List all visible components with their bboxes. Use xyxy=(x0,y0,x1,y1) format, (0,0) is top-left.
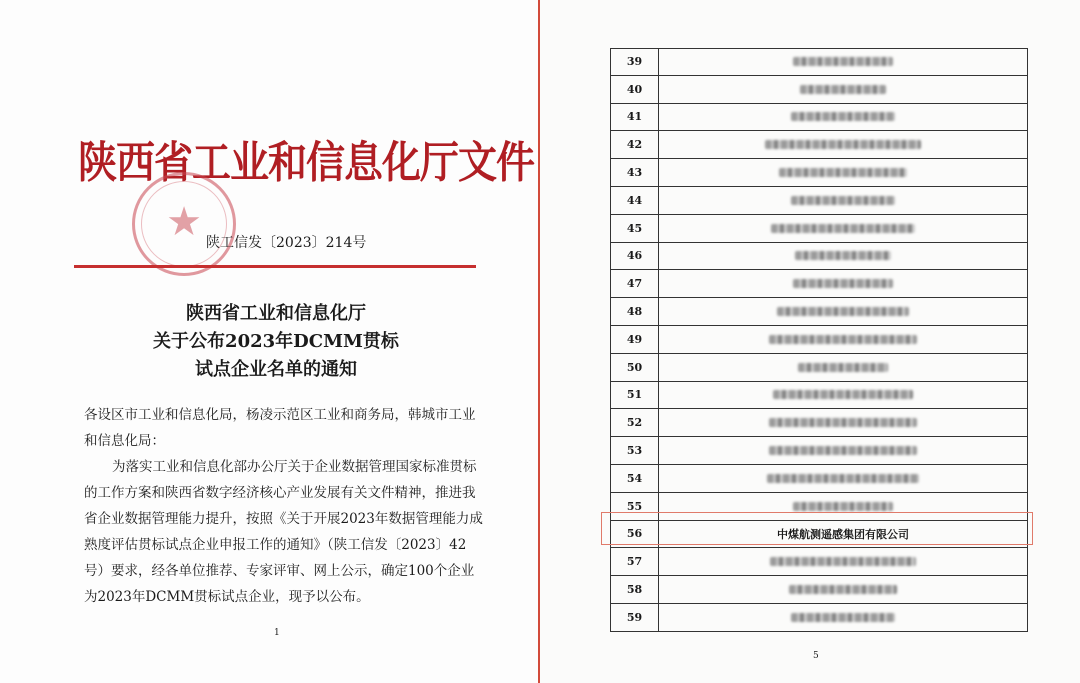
right-page-number: 5 xyxy=(813,651,819,661)
company-name xyxy=(659,159,1027,186)
table-row xyxy=(610,131,1028,159)
redacted-company-name xyxy=(779,168,907,177)
company-name xyxy=(659,437,1027,464)
table-row xyxy=(610,437,1028,465)
company-name xyxy=(659,326,1027,353)
company-name xyxy=(659,298,1027,325)
company-name xyxy=(659,409,1027,436)
company-name xyxy=(659,354,1027,381)
redacted-company-name xyxy=(765,140,921,149)
table-row xyxy=(610,104,1028,132)
company-name xyxy=(659,270,1027,297)
company-name xyxy=(659,49,1027,75)
table-row xyxy=(610,243,1028,271)
company-name xyxy=(659,131,1027,158)
row-number: 41 xyxy=(611,104,659,131)
document-number: 陕工信发〔2023〕214号 xyxy=(206,235,367,251)
row-number: 43 xyxy=(611,159,659,186)
seal-star-icon: ★ xyxy=(166,199,202,245)
document-header: 陕西省工业和信息化厅文件 xyxy=(78,136,535,189)
left-page-number: 1 xyxy=(274,628,280,638)
table-row xyxy=(610,326,1028,354)
table-row xyxy=(610,298,1028,326)
company-name xyxy=(659,215,1027,242)
redacted-company-name xyxy=(795,251,891,260)
company-name xyxy=(659,243,1027,270)
company-name xyxy=(659,604,1027,631)
notice-title-line-1: 陕西省工业和信息化厅 xyxy=(186,303,366,324)
row-number: 47 xyxy=(611,270,659,297)
table-row xyxy=(610,48,1028,76)
company-name xyxy=(659,465,1027,492)
redacted-company-name xyxy=(769,418,917,427)
redacted-company-name xyxy=(773,390,913,399)
body-paragraph: 为落实工业和信息化部办公厅关于企业数据管理国家标准贯标的工作方案和陕西省数字经济核心产业发展有关文件精神，推进我省企业数据管理能力提升，按照《关于开展2023年数据管理能力成熟度评估贯标试点企业申报工作的通知》（陕工信发〔2023〕42号）要求，经各单位推荐、专家评审、网上公示，确定100个企业为2023年DCMM贯标试点企业，现予以公布。 xyxy=(84,459,483,605)
company-name xyxy=(659,382,1027,409)
row-number: 42 xyxy=(611,131,659,158)
row-number: 45 xyxy=(611,215,659,242)
row-number: 50 xyxy=(611,354,659,381)
redacted-company-name xyxy=(769,335,917,344)
company-name xyxy=(659,187,1027,214)
row-number: 48 xyxy=(611,298,659,325)
notice-title-line-2: 关于公布2023年DCMM贯标 xyxy=(153,331,399,352)
table-row xyxy=(610,576,1028,604)
company-name xyxy=(659,576,1027,603)
company-name xyxy=(659,76,1027,103)
row-number: 56 xyxy=(611,521,659,548)
row-number: 53 xyxy=(611,437,659,464)
row-number: 52 xyxy=(611,409,659,436)
row-number: 51 xyxy=(611,382,659,409)
salutation: 各设区市工业和信息化局，杨凌示范区工业和商务局，韩城市工业和信息化局： xyxy=(84,407,476,449)
redacted-company-name xyxy=(777,307,909,316)
table-row xyxy=(610,548,1028,576)
redacted-company-name xyxy=(793,279,893,288)
redacted-company-name xyxy=(789,585,897,594)
row-number: 58 xyxy=(611,576,659,603)
row-number: 54 xyxy=(611,465,659,492)
table-row xyxy=(610,76,1028,104)
notice-title xyxy=(74,300,478,384)
row-number: 46 xyxy=(611,243,659,270)
redacted-company-name xyxy=(791,112,895,121)
official-seal xyxy=(132,172,236,276)
redacted-company-name xyxy=(800,85,886,94)
notice-title-line-3: 试点企业名单的通知 xyxy=(195,359,357,380)
row-number: 59 xyxy=(611,604,659,631)
redacted-company-name xyxy=(770,557,916,566)
row-number: 39 xyxy=(611,49,659,75)
redacted-company-name xyxy=(793,57,893,66)
table-row xyxy=(610,270,1028,298)
redacted-company-name xyxy=(793,502,893,511)
redacted-company-name xyxy=(769,446,917,455)
table-row xyxy=(610,409,1028,437)
redacted-company-name xyxy=(791,613,895,622)
table-row xyxy=(610,187,1028,215)
left-page xyxy=(0,0,538,683)
redacted-company-name xyxy=(791,196,895,205)
row-number: 57 xyxy=(611,548,659,575)
row-number: 55 xyxy=(611,493,659,520)
red-divider-rule xyxy=(74,265,476,268)
row-number: 40 xyxy=(611,76,659,103)
company-name: 中煤航测遥感集团有限公司 xyxy=(777,527,909,541)
table-row xyxy=(610,604,1028,632)
company-name xyxy=(659,104,1027,131)
notice-body xyxy=(84,402,484,610)
table-row xyxy=(610,465,1028,493)
table-row xyxy=(610,354,1028,382)
table-row xyxy=(610,159,1028,187)
row-number: 44 xyxy=(611,187,659,214)
highlight-box xyxy=(601,512,1033,545)
table-row xyxy=(610,382,1028,410)
row-number: 49 xyxy=(611,326,659,353)
table-row xyxy=(610,215,1028,243)
company-name xyxy=(659,548,1027,575)
redacted-company-name xyxy=(771,224,915,233)
redacted-company-name xyxy=(767,474,919,483)
redacted-company-name xyxy=(798,363,888,372)
